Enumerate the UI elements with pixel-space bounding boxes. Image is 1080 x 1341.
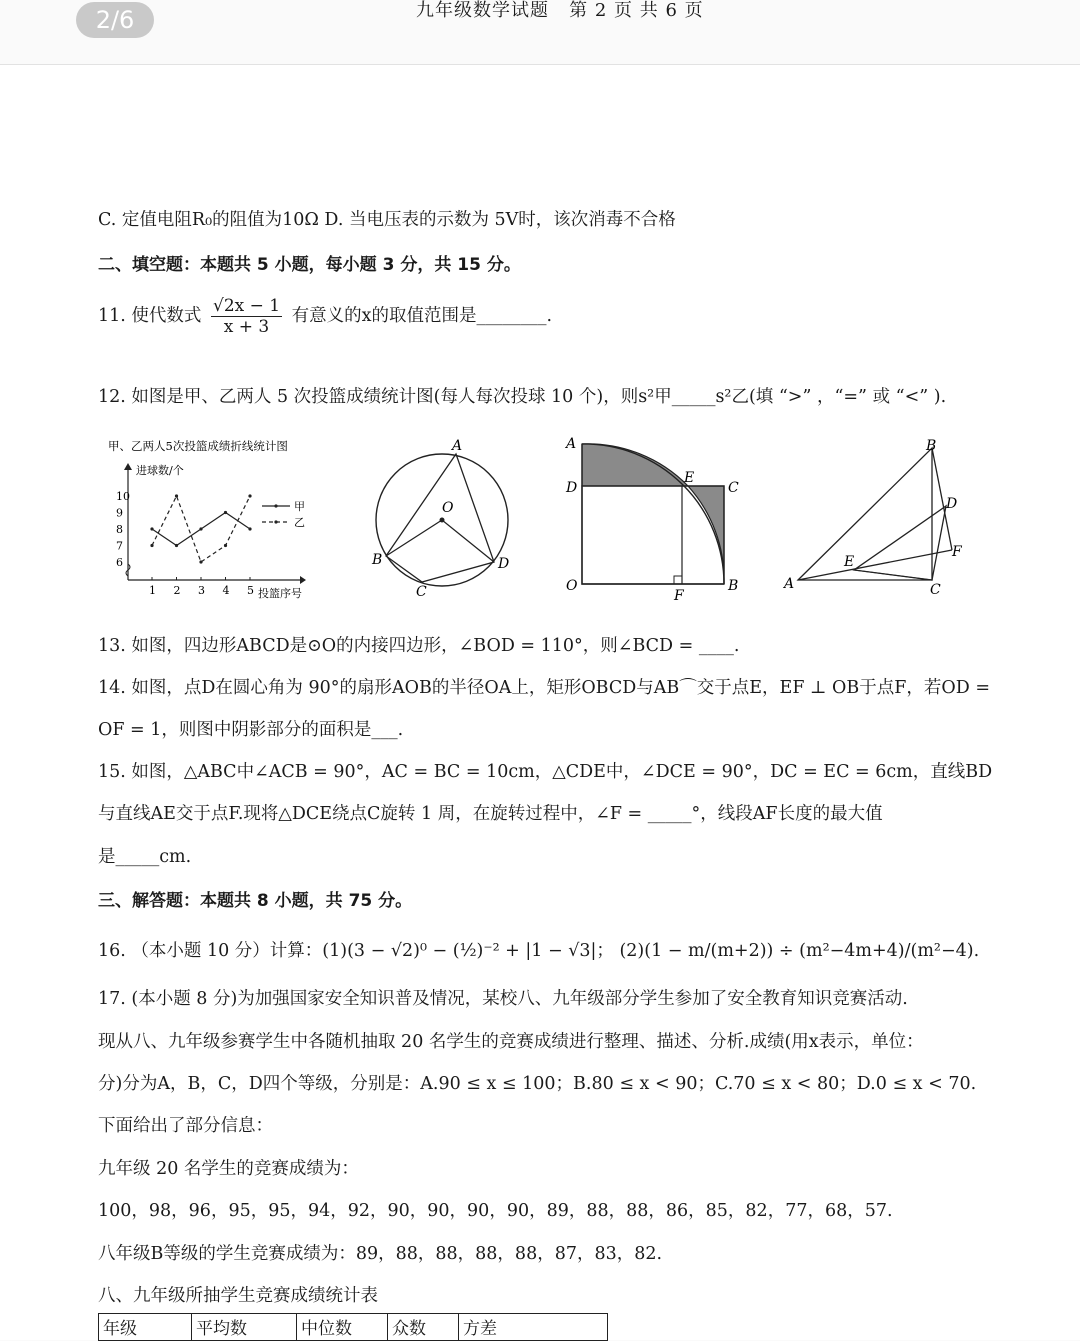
question-13: 13. 如图，四边形ABCD是⊙O的内接四边形，∠BOD = 110°，则∠BCD = ____.: [98, 636, 740, 656]
x-tick-label: 5: [247, 584, 254, 597]
x-tick-label: 4: [222, 584, 230, 597]
question-15-line2: 与直线AE交于点F.现将△DCE绕点C旋转 1 周，在旋转过程中，∠F = _____°，线段AF长度的最大值: [98, 804, 883, 824]
question-15-line1: 15. 如图，△ABC中∠ACB = 90°，AC = BC = 10cm，△CDE中，∠DCE = 90°，DC = EC = 6cm，直线BD: [98, 762, 993, 782]
option-c-d: C. 定值电阻R₀的阻值为10Ω D. 当电压表的示数为 5V时，该次消毒不合格: [98, 210, 676, 230]
table-header-row: [99, 1314, 608, 1341]
triangle-abc: [798, 448, 932, 580]
right-angle-mark: [674, 576, 682, 584]
chart-series: [150, 494, 251, 563]
circle-quadrilateral-figure: [366, 436, 520, 600]
x-tick-label: 2: [173, 584, 181, 597]
grade9-scores: 100，98，96，95，95，94，92，90，90，90，90，89，88，88，86，85，82，77，68，57.: [98, 1201, 893, 1221]
y-tick-label: 10: [116, 490, 130, 503]
label-c: C: [728, 480, 739, 496]
label-a: A: [566, 436, 577, 452]
data-point: [199, 560, 202, 563]
sector-rectangle-figure: [560, 436, 750, 602]
q11-denominator: x + 3: [223, 317, 270, 337]
question-17-line5: 九年级 20 名学生的竞赛成绩为：: [98, 1159, 359, 1179]
label-a: A: [452, 438, 463, 454]
question-12: 12. 如图是甲、乙两人 5 次投篮成绩统计图(每人每次投球 10 个)，则s²甲_____s²乙(填 “>” ，“=” 或 “<” ).: [98, 387, 947, 407]
label-b: B: [372, 552, 383, 568]
q11-suffix: 有意义的x的取值范围是________.: [291, 306, 553, 326]
y-tick-label: 6: [116, 556, 123, 569]
chart-title: 甲、乙两人5次投篮成绩折线统计图: [108, 439, 288, 453]
label-b: B: [728, 578, 739, 594]
header-mean: 平均数: [192, 1314, 297, 1341]
label-e: E: [844, 554, 855, 570]
center-dot: [440, 518, 445, 523]
y-tick-label: 9: [116, 506, 123, 520]
chart-xlabel: 投篮序号: [258, 587, 302, 600]
label-a: A: [784, 576, 795, 592]
y-tick-label: 8: [116, 523, 123, 536]
label-e: E: [684, 470, 695, 486]
chart-legend: [262, 500, 305, 529]
question-15-line3: 是_____cm.: [98, 847, 192, 867]
question-16: 16. （本小题 10 分）计算：(1)(3 − √2)⁰ − (½)⁻² + |1 − √3|； (2)(1 − m/(m+2)) ÷ (m²−4m+4)/(m²−4).: [98, 941, 980, 961]
table-caption: 八、九年级所抽学生竞赛成绩统计表: [98, 1286, 378, 1306]
legend-marker: [274, 520, 277, 523]
line-ec: [854, 570, 932, 580]
label-d: D: [498, 556, 510, 572]
q11-prefix: 11. 使代数式: [98, 306, 202, 326]
radii-bod: [386, 520, 494, 562]
header-variance: 方差: [459, 1314, 608, 1341]
data-point: [150, 527, 153, 530]
label-f: F: [674, 588, 684, 602]
line-af: [798, 550, 952, 580]
legend-label: 乙: [294, 516, 305, 529]
question-14-line1: 14. 如图，点D在圆心角为 90°的扇形AOB的半径OA上，矩形OBCD与AB⌒交于点E，EF ⊥ OB于点F，若OD =: [98, 678, 991, 698]
x-tick-label: 1: [149, 584, 156, 597]
y-tick-label: 7: [116, 539, 123, 553]
data-point: [224, 544, 227, 547]
shaded-region-ecb: [688, 486, 724, 584]
viewer-toolbar: [0, 0, 1080, 65]
question-11: [98, 296, 552, 337]
chart-ylabel: 进球数/个: [136, 464, 184, 477]
label-o: O: [442, 500, 454, 516]
page-header-title: 九年级数学试题 第 2 页 共 6 页: [416, 0, 704, 21]
page-indicator[interactable]: 2/6: [76, 2, 154, 38]
label-f: F: [952, 544, 962, 560]
label-c: C: [930, 582, 941, 598]
q11-fraction: [211, 296, 282, 337]
x-axis-arrow: [300, 576, 306, 584]
legend-label: 甲: [294, 500, 305, 513]
header-mode: 众数: [388, 1314, 459, 1341]
data-point: [248, 527, 251, 530]
data-point: [175, 544, 178, 547]
data-point: [248, 494, 251, 497]
label-d: D: [946, 496, 958, 512]
section-3-heading: 三、解答题：本题共 8 小题，共 75 分。: [98, 891, 413, 911]
label-c: C: [416, 584, 427, 600]
section-2-heading: 二、填空题：本题共 5 小题，每小题 3 分，共 15 分。: [98, 255, 521, 275]
data-point: [224, 511, 227, 514]
data-point: [175, 494, 178, 497]
x-tick-label: 3: [198, 584, 205, 597]
chart-axes: [124, 463, 306, 584]
header-median: 中位数: [297, 1314, 388, 1341]
quadrilateral-abcd: [386, 454, 494, 582]
shaded-region-ade: [582, 444, 688, 486]
label-b: B: [926, 438, 937, 454]
question-14-line2: OF = 1，则图中阴影部分的面积是___.: [98, 720, 404, 740]
statistics-table: [98, 1313, 608, 1341]
grade8-b-scores: 八年级B等级的学生竞赛成绩为：89，88，88，88，88，87，83，82.: [98, 1244, 663, 1264]
data-point: [150, 544, 153, 547]
y-axis-arrow: [124, 463, 132, 470]
q11-numerator: √2x − 1: [212, 296, 281, 316]
label-o: O: [566, 578, 578, 594]
label-d: D: [566, 480, 578, 496]
question-17-line1: 17. (本小题 8 分)为加强国家安全知识普及情况，某校八、九年级部分学生参加了安全教育知识竞赛活动.: [98, 989, 908, 1009]
question-17-line2: 现从八、九年级参赛学生中各随机抽取 20 名学生的竞赛成绩进行整理、描述、分析.成绩(用x表示，单位：: [98, 1032, 924, 1052]
basketball-line-chart: [104, 436, 344, 602]
triangles-figure: [780, 436, 980, 602]
question-17-line3: 分)分为A，B，C，D四个等级，分别是：A.90 ≤ x ≤ 100；B.80 ≤ x < 90；C.70 ≤ x < 80；D.0 ≤ x < 70.: [98, 1074, 977, 1094]
question-17-line4: 下面给出了部分信息：: [98, 1116, 273, 1136]
data-point: [199, 527, 202, 530]
legend-marker: [274, 504, 277, 507]
header-grade: 年级: [99, 1314, 192, 1341]
chart-ticks: [116, 490, 254, 597]
